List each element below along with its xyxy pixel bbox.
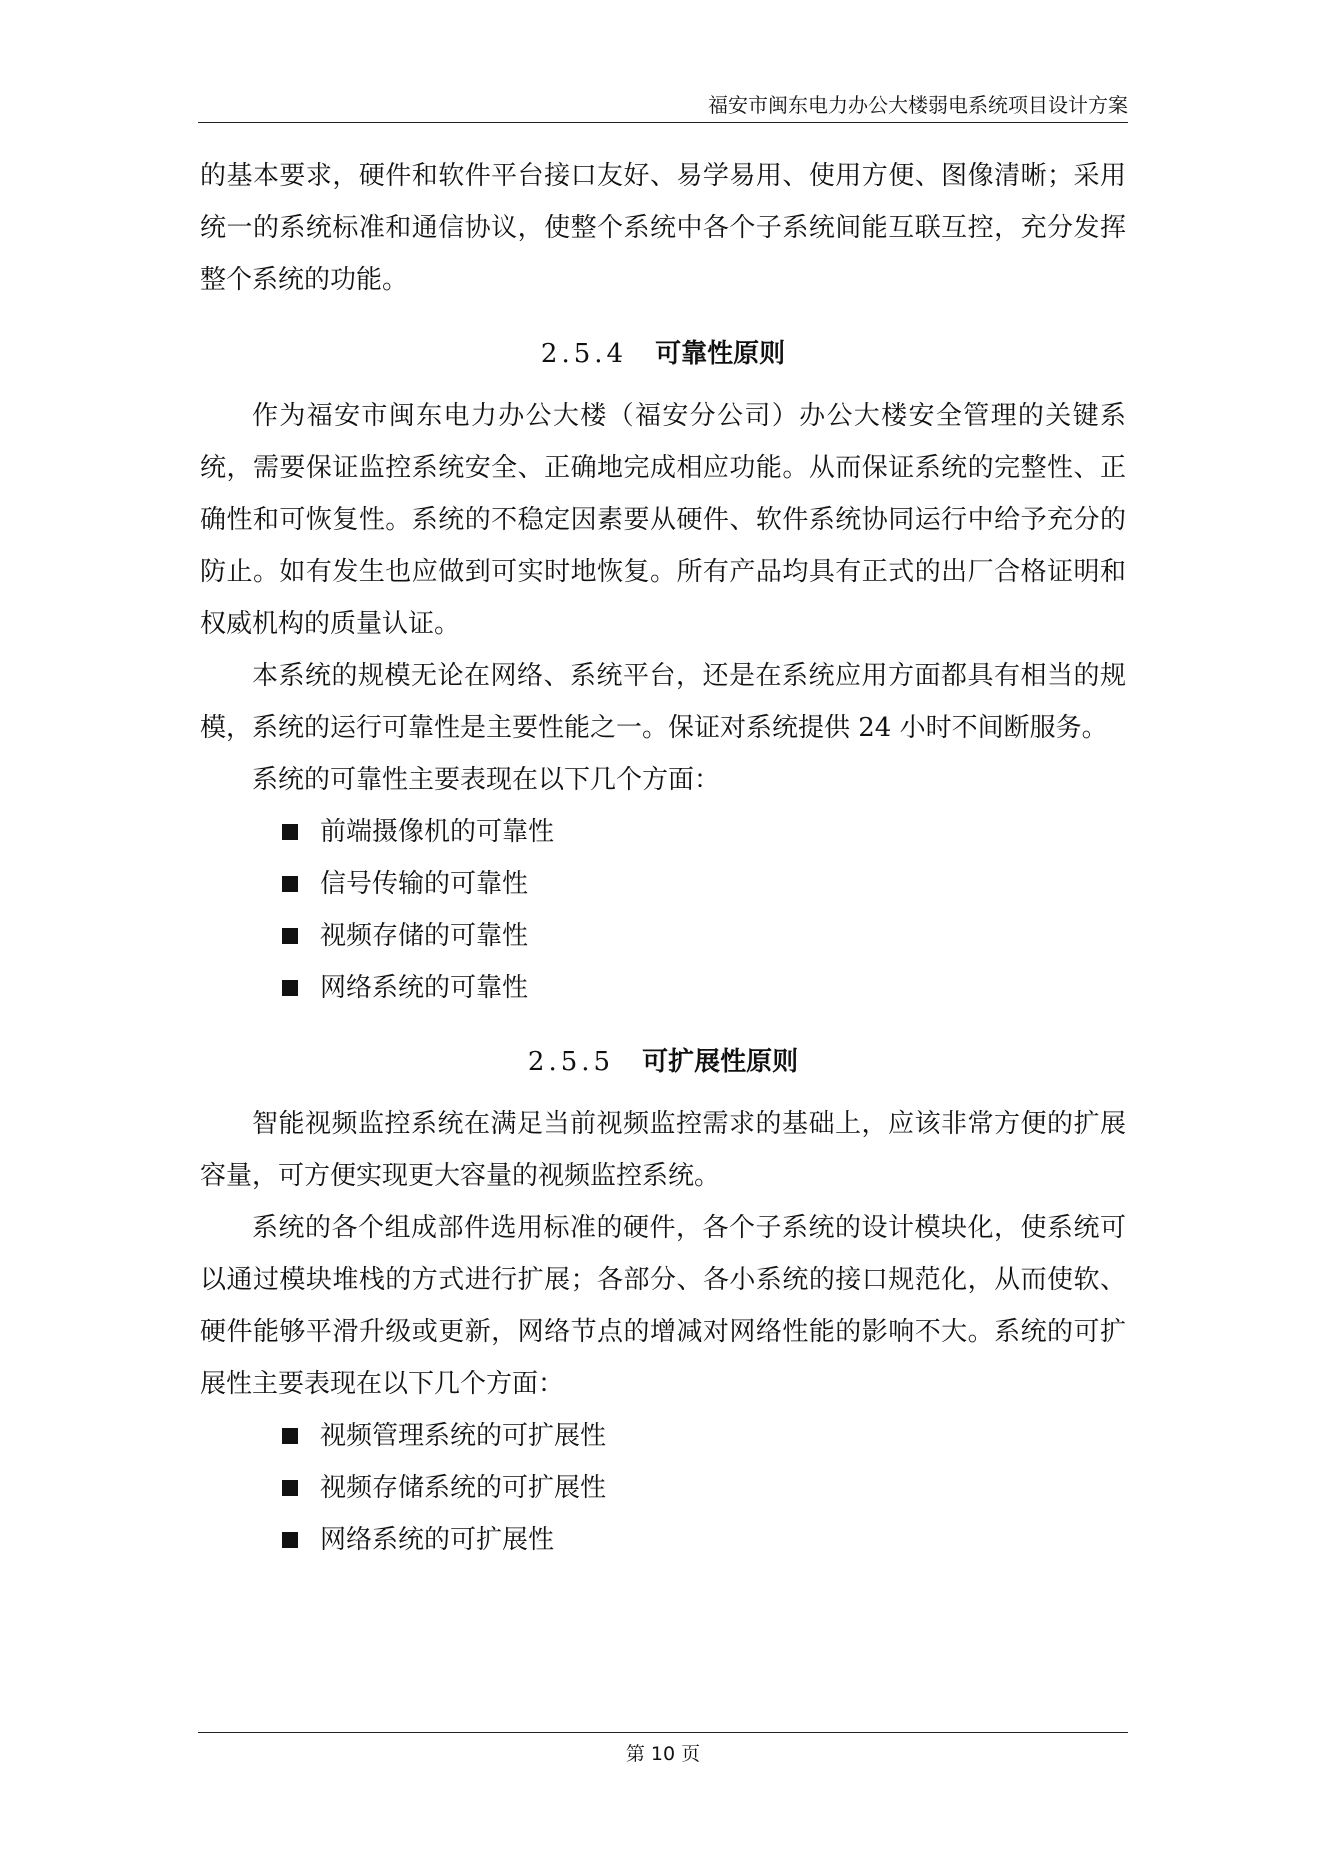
square-bullet-icon: [282, 1532, 298, 1548]
page-number: 第 10 页: [625, 1743, 701, 1765]
square-bullet-icon: [282, 876, 298, 892]
document-body: [200, 150, 1126, 1566]
section-number: 2.5.4: [540, 339, 628, 369]
list-item: 视频存储系统的可扩展性: [200, 1462, 1126, 1514]
list-item: 视频管理系统的可扩展性: [200, 1410, 1126, 1462]
page-header: [198, 90, 1128, 123]
document-title: 福安市闽东电力办公大楼弱电系统项目设计方案: [708, 93, 1128, 117]
square-bullet-icon: [282, 1480, 298, 1496]
list-item: 网络系统的可靠性: [200, 962, 1126, 1014]
intro-paragraph: 的基本要求，硬件和软件平台接口友好、易学易用、使用方便、图像清晰；采用统一的系统标准和通信协议，使整个系统中各个子系统间能互联互控，充分发挥整个系统的功能。: [200, 161, 1126, 295]
square-bullet-icon: [282, 980, 298, 996]
scalability-paragraph-2: 系统的各个组成部件选用标准的硬件，各个子系统的设计模块化，使系统可以通过模块堆栈的方式进行扩展；各部分、各小系统的接口规范化，从而使软、硬件能够平滑升级或更新，网络节点的增减对网络性能的影响不大。系统的可扩展性主要表现在以下几个方面：: [200, 1213, 1126, 1399]
section-heading-2-5-5: [200, 1036, 1126, 1088]
list-item: 前端摄像机的可靠性: [200, 806, 1126, 858]
scalability-paragraph-1: 智能视频监控系统在满足当前视频监控需求的基础上，应该非常方便的扩展容量，可方便实现更大容量的视频监控系统。: [200, 1109, 1126, 1191]
reliability-list: [200, 806, 1126, 1014]
section-heading-2-5-4: [200, 328, 1126, 380]
section-title: 可扩展性原则: [642, 1047, 799, 1077]
reliability-paragraph-2: 本系统的规模无论在网络、系统平台，还是在系统应用方面都具有相当的规模，系统的运行可靠性是主要性能之一。保证对系统提供 24 小时不间断服务。: [200, 661, 1126, 743]
scalability-list: [200, 1410, 1126, 1566]
square-bullet-icon: [282, 824, 298, 840]
page-footer: [198, 1732, 1128, 1766]
list-item: 信号传输的可靠性: [200, 858, 1126, 910]
list-item: 视频存储的可靠性: [200, 910, 1126, 962]
list-item: 网络系统的可扩展性: [200, 1514, 1126, 1566]
square-bullet-icon: [282, 928, 298, 944]
section-title: 可靠性原则: [655, 339, 786, 369]
reliability-paragraph-3: 系统的可靠性主要表现在以下几个方面：: [252, 765, 721, 795]
reliability-paragraph-1: 作为福安市闽东电力办公大楼（福安分公司）办公大楼安全管理的关键系统，需要保证监控系统安全、正确地完成相应功能。从而保证系统的完整性、正确性和可恢复性。系统的不稳定因素要从硬件、软件系统协同运行中给予充分的防止。如有发生也应做到可实时地恢复。所有产品均具有正式的出厂合格证明和权威机构的质量认证。: [200, 401, 1126, 639]
section-number: 2.5.5: [527, 1047, 615, 1077]
square-bullet-icon: [282, 1428, 298, 1444]
